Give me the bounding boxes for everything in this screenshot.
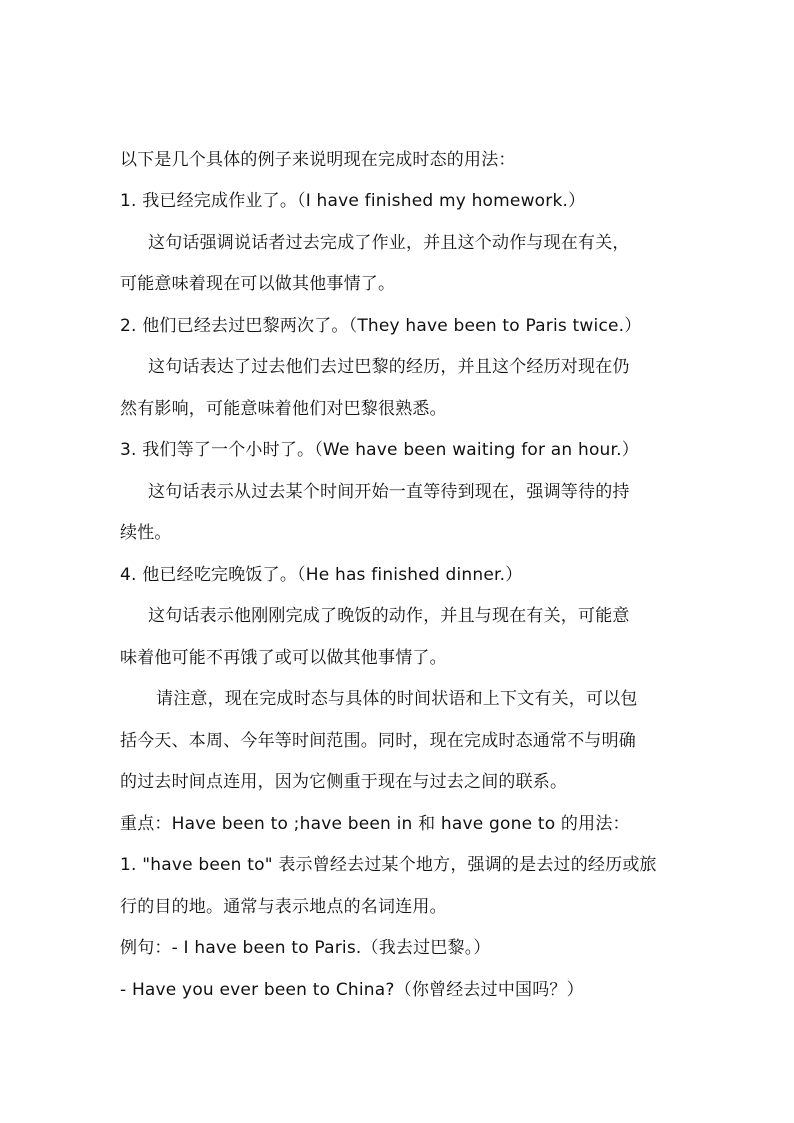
example-sentence-1: 例句：- I have been to Paris.（我去过巴黎。） — [120, 938, 491, 958]
example-1-explanation-line-1: 这句话强调说话者过去完成了作业，并且这个动作与现在有关， — [148, 233, 630, 253]
example-4-explanation-line-1: 这句话表示他刚刚完成了晚饭的动作，并且与现在有关，可能意 — [148, 606, 630, 626]
example-1-explanation-line-2: 可能意味着现在可以做其他事情了。 — [120, 274, 396, 294]
example-sentence-2: - Have you ever been to China?（你曾经去过中国吗？） — [120, 980, 584, 1000]
example-4-explanation-line-2: 味着他可能不再饿了或可以做其他事情了。 — [120, 648, 447, 668]
note-line-1: 请注意，现在完成时态与具体的时间状语和上下文有关，可以包 — [156, 689, 638, 709]
key-point-heading: 重点：Have been to ;have been in 和 have gone to 的用法： — [120, 814, 630, 834]
example-2-explanation-line-1: 这句话表达了过去他们去过巴黎的经历，并且这个经历对现在仍 — [148, 357, 630, 377]
example-2-explanation-line-2: 然有影响，可能意味着他们对巴黎很熟悉。 — [120, 399, 447, 419]
example-3-explanation-line-1: 这句话表示从过去某个时间开始一直等待到现在，强调等待的持 — [148, 482, 630, 502]
example-4-heading: 4. 他已经吃完晚饭了。（He has finished dinner.） — [120, 565, 523, 585]
intro-line: 以下是几个具体的例子来说明现在完成时态的用法： — [120, 150, 516, 170]
example-1-heading: 1. 我已经完成作业了。（I have finished my homework.） — [120, 191, 586, 211]
have-been-to-explanation-line-2: 行的目的地。通常与表示地点的名词连用。 — [120, 897, 447, 917]
example-3-explanation-line-2: 续性。 — [120, 523, 172, 543]
have-been-to-explanation-line-1: 1. "have been to" 表示曾经去过某个地方，强调的是去过的经历或旅 — [120, 855, 657, 875]
note-line-3: 的过去时间点连用，因为它侧重于现在与过去之间的联系。 — [120, 772, 568, 792]
example-3-heading: 3. 我们等了一个小时了。（We have been waiting for an hour.） — [120, 440, 639, 460]
example-2-heading: 2. 他们已经去过巴黎两次了。（They have been to Paris twice.） — [120, 316, 642, 336]
note-line-2: 括今天、本周、今年等时间范围。同时，现在完成时态通常不与明确 — [120, 731, 636, 751]
